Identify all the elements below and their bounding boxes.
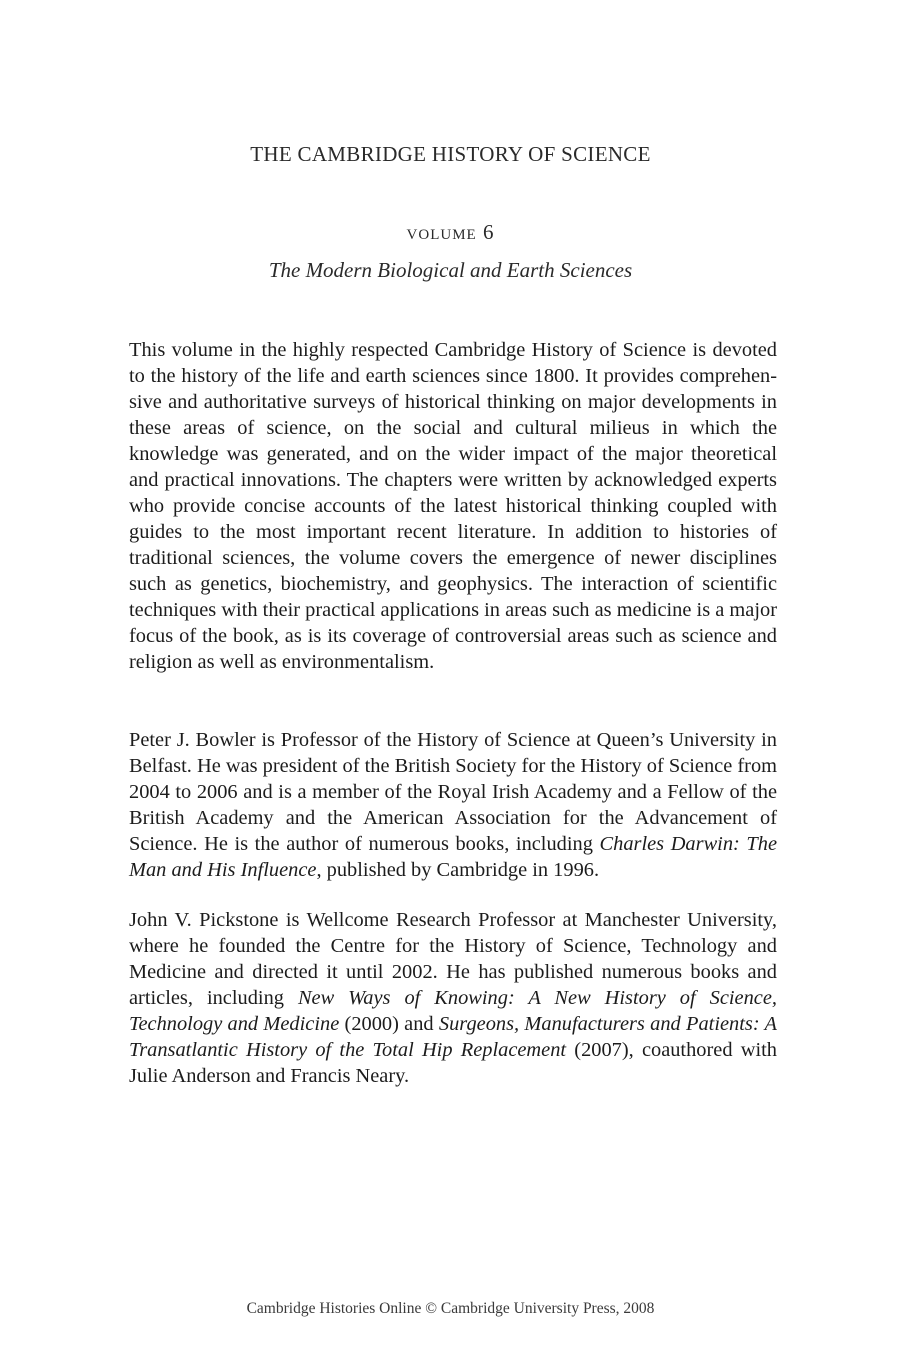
copyright-footer: Cambridge Histories Online © Cambridge University Press, 2008 <box>246 1300 655 1317</box>
bio-bowler-text-1: Peter J. Bowler is Professor of the History of Science at Queen’s University in Belfast. He was president of the British Society for the History of Science from 2004 to 2006 and is a member of the Royal Irish Academy and a Fellow of the British Academy and the American Association for the Advancement of Science. He is the author of numerous books, including <box>129 729 777 855</box>
bio-pickstone-paragraph <box>129 907 777 1089</box>
bio-bowler-book-title: Charles Darwin: The Man and His Influence <box>129 833 778 881</box>
volume-label: volume 6 <box>406 220 495 244</box>
bio-pickstone-book-title-2: Surgeons, Manufacturers and Patients: A Transatlantic History of the Total Hip Replacement <box>129 1013 777 1061</box>
bio-bowler-text-2: , published by Cambridge in 1996. <box>316 859 600 881</box>
bio-pickstone-text-3: (2007), coauthored with Julie Anderson and Francis Neary. <box>129 1039 777 1087</box>
bio-pickstone-text-1: John V. Pickstone is Wellcome Research Professor at Manchester University, where he founded the Centre for the History of Science, Technology and Medicine and directed it until 2002. He has published numerous books and articles, including <box>129 909 777 1009</box>
volume-description <box>129 337 777 675</box>
volume-title: The Modern Biological and Earth Sciences <box>268 258 633 282</box>
bio-pickstone-book-title-1: New Ways of Knowing: A New History of Science, Technology and Medicine <box>129 987 777 1035</box>
author-bio-bowler <box>129 727 777 883</box>
bio-pickstone-text-2: (2000) and <box>339 1013 439 1035</box>
bio-bowler-paragraph <box>129 727 777 883</box>
description-paragraph: This volume in the highly respected Cambridge History of Science is devoted to the history of the life and earth sciences since 1800. It provides comprehensive and authoritative surveys of historical thinking on major developments in these areas of science, on the social and cultural milieus in which the knowledge was generated, and on the wider impact of the major theoretical and practical innovations. The chapters were written by acknowledged experts who provide concise accounts of the latest historical thinking coupled with guides to the most important recent literature. In addition to histories of traditional sciences, the volume covers the emergence of newer disciplines such as genetics, biochemistry, and geophysics. The interaction of scientific techniques with their practical applications in areas such as medicine is a major focus of the book, as is its coverage of controversial areas such as science and religion as well as environmentalism. <box>129 339 777 673</box>
author-bio-pickstone <box>129 907 777 1089</box>
series-title: THE CAMBRIDGE HISTORY OF SCIENCE <box>250 142 651 166</box>
